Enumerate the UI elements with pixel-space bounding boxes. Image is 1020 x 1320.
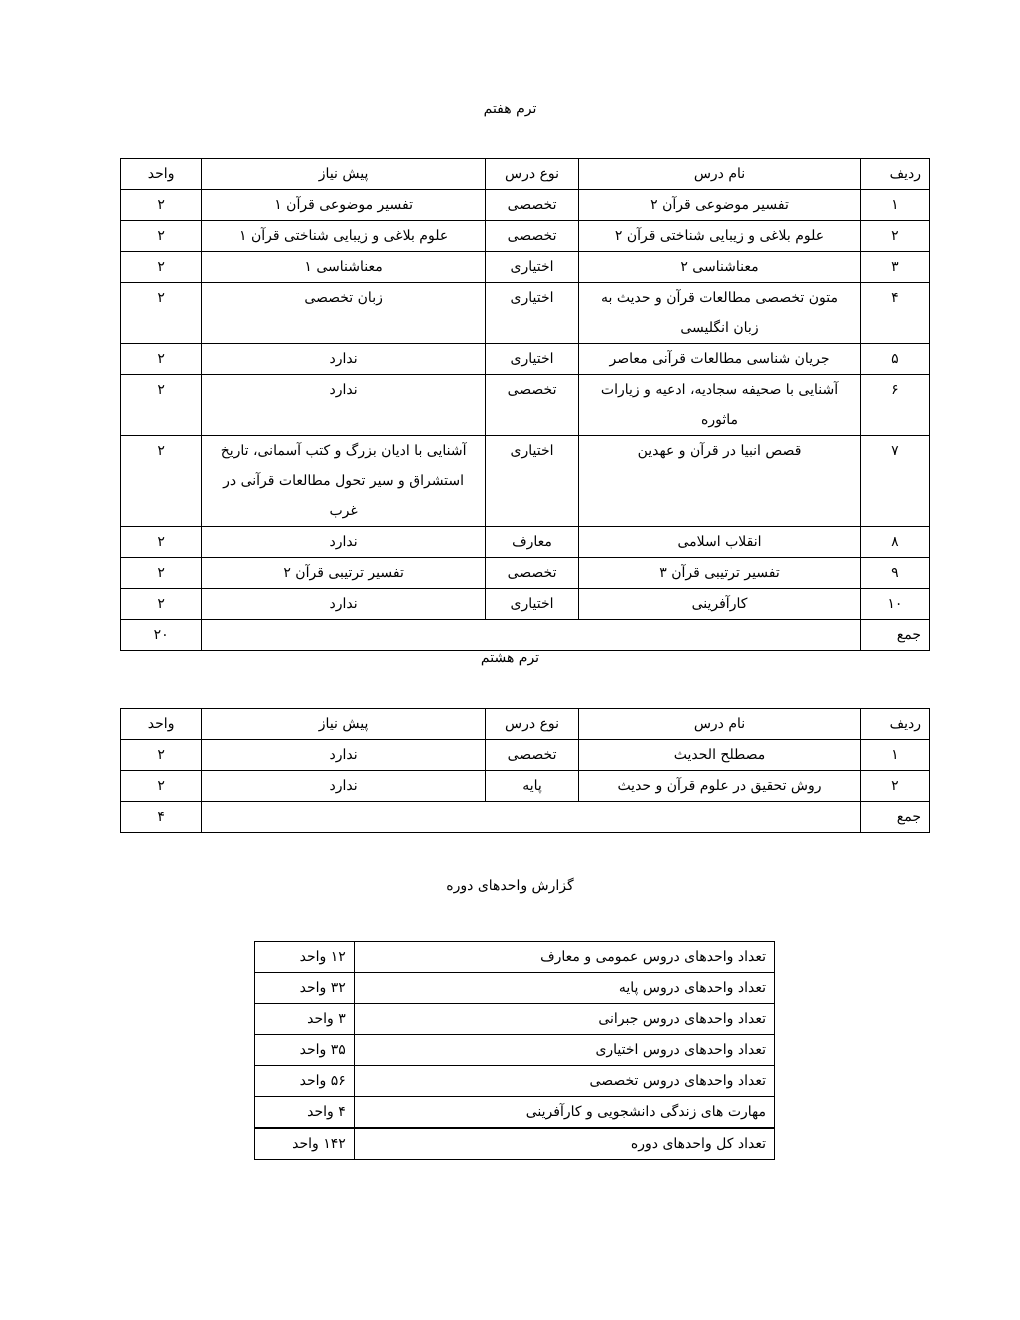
- course-type: تخصصی: [485, 558, 578, 589]
- prerequisite: ندارد: [202, 740, 486, 771]
- total-empty-cell: [202, 620, 861, 651]
- table-total-row: [121, 802, 930, 833]
- term7-table: [120, 158, 930, 651]
- table-row: [121, 558, 930, 589]
- course-name: مصطلح الحدیث: [579, 740, 861, 771]
- table-row: [121, 252, 930, 283]
- report-label: مهارت های زندگی دانشجویی و کارآفرینی: [354, 1097, 774, 1129]
- prerequisite: آشنایی با ادیان بزرگ و کتب آسمانی، تاریخ استشراق و سیر تحول مطالعات قرآنی در غرب: [202, 436, 486, 527]
- units: ۲: [121, 344, 202, 375]
- report-label: تعداد واحدهای دروس تخصصی: [354, 1066, 774, 1097]
- header-course-name: نام درس: [579, 709, 861, 740]
- header-units: واحد: [121, 159, 202, 190]
- total-label: جمع: [860, 802, 929, 833]
- report-total-label: تعداد کل واحدهای دوره: [354, 1128, 774, 1160]
- row-number: ۶: [860, 375, 929, 436]
- course-type: اختیاری: [485, 283, 578, 344]
- header-prerequisite: پیش نیاز: [202, 159, 486, 190]
- report-total-value: ۱۴۲ واحد: [255, 1128, 355, 1160]
- table-total-row: [121, 620, 930, 651]
- table-row: [121, 283, 930, 344]
- prerequisite: زبان تخصصی: [202, 283, 486, 344]
- row-number: ۹: [860, 558, 929, 589]
- course-type: تخصصی: [485, 190, 578, 221]
- report-label: تعداد واحدهای دروس جبرانی: [354, 1004, 774, 1035]
- report-row: [255, 1004, 775, 1035]
- table-row: [121, 190, 930, 221]
- prerequisite: ندارد: [202, 375, 486, 436]
- total-units: ۲۰: [121, 620, 202, 651]
- header-prerequisite: پیش نیاز: [202, 709, 486, 740]
- report-value: ۳ واحد: [255, 1004, 355, 1035]
- term8-title: ترم هشتم: [480, 650, 540, 666]
- row-number: ۷: [860, 436, 929, 527]
- table-row: [121, 436, 930, 527]
- units: ۲: [121, 558, 202, 589]
- header-course-name: نام درس: [579, 159, 861, 190]
- units: ۲: [121, 283, 202, 344]
- total-label: جمع: [860, 620, 929, 651]
- prerequisite: ندارد: [202, 344, 486, 375]
- report-total-row: [255, 1128, 775, 1160]
- report-title: گزارش واحدهای دوره: [446, 878, 574, 894]
- report-value: ۳۵ واحد: [255, 1035, 355, 1066]
- units: ۲: [121, 252, 202, 283]
- report-row: [255, 1066, 775, 1097]
- prerequisite: معناشناسی ۱: [202, 252, 486, 283]
- course-type: تخصصی: [485, 740, 578, 771]
- units: ۲: [121, 740, 202, 771]
- course-name: علوم بلاغی و زیبایی شناختی قرآن ۲: [579, 221, 861, 252]
- report-value: ۳۲ واحد: [255, 973, 355, 1004]
- units: ۲: [121, 190, 202, 221]
- report-row: [255, 1097, 775, 1129]
- course-type: اختیاری: [485, 436, 578, 527]
- course-type: پایه: [485, 771, 578, 802]
- course-name: تفسیر موضوعی قرآن ۲: [579, 190, 861, 221]
- row-number: ۲: [860, 771, 929, 802]
- course-name: قصص انبیا در قرآن و عهدین: [579, 436, 861, 527]
- report-label: تعداد واحدهای دروس اختیاری: [354, 1035, 774, 1066]
- table-row: [121, 375, 930, 436]
- report-row: [255, 942, 775, 973]
- course-name: جریان شناسی مطالعات قرآنی معاصر: [579, 344, 861, 375]
- row-number: ۵: [860, 344, 929, 375]
- total-units: ۴: [121, 802, 202, 833]
- course-name: آشنایی با صحیفه سجادیه، ادعیه و زیارات ماثوره: [579, 375, 861, 436]
- course-name: متون تخصصی مطالعات قرآن و حدیث به زبان انگلیسی: [579, 283, 861, 344]
- units: ۲: [121, 375, 202, 436]
- header-units: واحد: [121, 709, 202, 740]
- prerequisite: ندارد: [202, 589, 486, 620]
- table-row: [121, 527, 930, 558]
- header-course-type: نوع درس: [485, 159, 578, 190]
- units: ۲: [121, 436, 202, 527]
- table-row: [121, 740, 930, 771]
- row-number: ۳: [860, 252, 929, 283]
- header-course-type: نوع درس: [485, 709, 578, 740]
- units: ۲: [121, 589, 202, 620]
- table-row: [121, 771, 930, 802]
- row-number: ۴: [860, 283, 929, 344]
- course-name: معناشناسی ۲: [579, 252, 861, 283]
- prerequisite: ندارد: [202, 527, 486, 558]
- report-value: ۱۲ واحد: [255, 942, 355, 973]
- course-type: معارف: [485, 527, 578, 558]
- prerequisite: علوم بلاغی و زیبایی شناختی قرآن ۱: [202, 221, 486, 252]
- course-name: کارآفرینی: [579, 589, 861, 620]
- course-name: انقلاب اسلامی: [579, 527, 861, 558]
- row-number: ۸: [860, 527, 929, 558]
- table-row: [121, 589, 930, 620]
- report-table: [254, 941, 775, 1160]
- prerequisite: تفسیر ترتیبی قرآن ۲: [202, 558, 486, 589]
- prerequisite: ندارد: [202, 771, 486, 802]
- term7-title: ترم هفتم: [483, 101, 537, 117]
- report-label: تعداد واحدهای دروس عمومی و معارف: [354, 942, 774, 973]
- row-number: ۱: [860, 190, 929, 221]
- report-row: [255, 1035, 775, 1066]
- course-name: روش تحقیق در علوم قرآن و حدیث: [579, 771, 861, 802]
- course-type: اختیاری: [485, 344, 578, 375]
- course-type: اختیاری: [485, 589, 578, 620]
- total-empty-cell: [202, 802, 861, 833]
- units: ۲: [121, 527, 202, 558]
- header-row-number: ردیف: [860, 159, 929, 190]
- row-number: ۱۰: [860, 589, 929, 620]
- report-value: ۴ واحد: [255, 1097, 355, 1129]
- row-number: ۱: [860, 740, 929, 771]
- term8-table: [120, 708, 930, 833]
- table-header-row: [121, 709, 930, 740]
- course-type: تخصصی: [485, 375, 578, 436]
- course-type: اختیاری: [485, 252, 578, 283]
- table-header-row: [121, 159, 930, 190]
- units: ۲: [121, 771, 202, 802]
- report-value: ۵۶ واحد: [255, 1066, 355, 1097]
- units: ۲: [121, 221, 202, 252]
- report-label: تعداد واحدهای دروس پایه: [354, 973, 774, 1004]
- report-row: [255, 973, 775, 1004]
- prerequisite: تفسیر موضوعی قرآن ۱: [202, 190, 486, 221]
- table-row: [121, 221, 930, 252]
- course-type: تخصصی: [485, 221, 578, 252]
- table-row: [121, 344, 930, 375]
- row-number: ۲: [860, 221, 929, 252]
- header-row-number: ردیف: [860, 709, 929, 740]
- course-name: تفسیر ترتیبی قرآن ۳: [579, 558, 861, 589]
